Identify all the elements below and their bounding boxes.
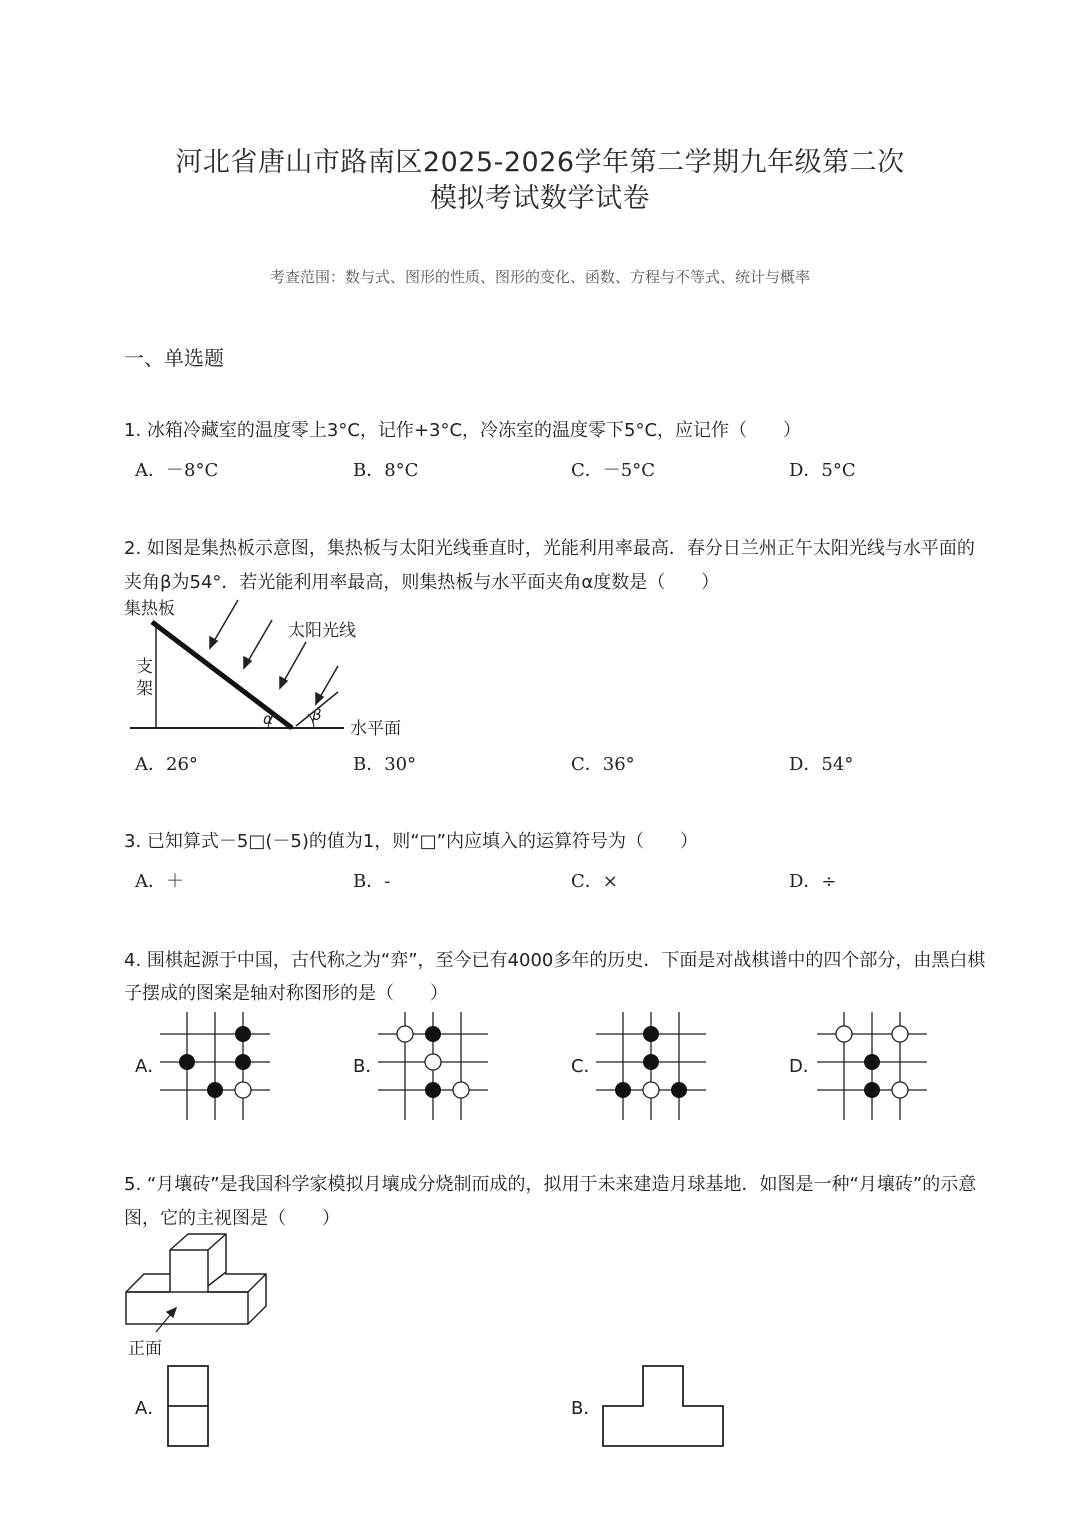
label-beta: β: [312, 706, 322, 724]
question-2-option-a[interactable]: A．26°: [135, 754, 198, 775]
question-2-stem-line-2: 夹角β为54°．若光能利用率最高，则集热板与水平面夹角α度数是（ ）: [124, 572, 720, 593]
option-a-view: [166, 1364, 210, 1448]
question-3-option-d[interactable]: D．÷: [789, 871, 837, 892]
label-sunlight: 太阳光线: [288, 621, 356, 641]
white-stone: [235, 1082, 251, 1098]
question-1-option-b[interactable]: B．8°C: [353, 460, 419, 481]
question-4-stem-line-1: 4. 围棋起源于中国，古代称之为“弈”，至今已有4000多年的历史．下面是对战棋谱中的四个部分，由黑白棋: [124, 950, 986, 971]
label-front: 正面: [128, 1339, 162, 1359]
white-stone: [892, 1026, 908, 1042]
white-stone: [397, 1026, 413, 1042]
question-2-option-c[interactable]: C．36°: [571, 754, 635, 775]
white-stone: [453, 1082, 469, 1098]
white-stone: [836, 1026, 852, 1042]
go-board-a: [160, 1012, 270, 1120]
section-heading: 一、单选题: [124, 346, 224, 370]
question-2-option-b[interactable]: B．30°: [353, 754, 417, 775]
question-2-stem-line-1: 2. 如图是集热板示意图，集热板与太阳光线垂直时，光能利用率最高．春分日兰州正午太阳光线与水平面的: [124, 538, 975, 559]
question-1-option-d[interactable]: D．5°C: [789, 460, 856, 481]
question-5-stem-line-1: 5. “月壤砖”是我国科学家模拟月壤成分烧制而成的，拟用于未来建造月球基地．如图是一种“月壤砖”的示意: [124, 1174, 977, 1195]
question-1-option-c[interactable]: C．－5°C: [571, 460, 655, 481]
black-stone: [179, 1054, 195, 1070]
black-stone: [643, 1026, 659, 1042]
question-1-option-a[interactable]: A．－8°C: [135, 460, 219, 481]
option-b-view: [601, 1364, 725, 1448]
question-4-option-c[interactable]: C．: [571, 1056, 602, 1077]
question-4-stem-line-2: 子摆成的图案是轴对称图形的是（ ）: [124, 983, 448, 1004]
front-arrow: [156, 1308, 176, 1332]
question-5-option-b[interactable]: B．: [571, 1398, 602, 1419]
black-stone: [207, 1082, 223, 1098]
label-alpha: α: [263, 710, 273, 728]
question-2-option-d[interactable]: D．54°: [789, 754, 854, 775]
black-stone: [425, 1082, 441, 1098]
question-3-option-c[interactable]: C．×: [571, 871, 618, 892]
go-board-b: [378, 1012, 488, 1120]
black-stone: [615, 1082, 631, 1098]
black-stone: [864, 1082, 880, 1098]
question-4-option-b[interactable]: B．: [353, 1056, 384, 1077]
black-stone: [643, 1054, 659, 1070]
go-board-c: [596, 1012, 706, 1120]
black-stone: [864, 1054, 880, 1070]
question-3-stem: 3. 已知算式－5□(－5)的值为1，则“□”内应填入的运算符号为（ ）: [124, 831, 698, 852]
question-5-option-a[interactable]: A．: [135, 1398, 166, 1419]
solar-panel-figure: [120, 592, 420, 742]
question-5-stem-line-2: 图，它的主视图是（ ）: [124, 1208, 340, 1229]
black-stone: [671, 1082, 687, 1098]
white-stone: [425, 1054, 441, 1070]
exam-scope: 考查范围：数与式、图形的性质、图形的变化、函数、方程与不等式、统计与概率: [269, 268, 810, 286]
go-board-d: [817, 1012, 927, 1120]
label-support-1: 支: [136, 657, 153, 677]
black-stone: [235, 1054, 251, 1070]
question-3-option-b[interactable]: B．-: [353, 871, 391, 892]
white-stone: [892, 1082, 908, 1098]
title-line-2: 模拟考试数学试卷: [430, 183, 650, 214]
label-solar-panel: 集热板: [124, 599, 175, 619]
question-1-stem: 1. 冰箱冷藏室的温度零上3°C，记作+3°C，冷冻室的温度零下5°C，应记作（ ）: [124, 420, 802, 441]
black-stone: [235, 1026, 251, 1042]
question-4-option-d[interactable]: D．: [789, 1056, 821, 1077]
label-ground: 水平面: [350, 719, 401, 739]
moon-brick-figure: [120, 1228, 280, 1360]
title-line-1: 河北省唐山市路南区2025-2026学年第二学期九年级第二次: [175, 147, 905, 178]
white-stone: [643, 1082, 659, 1098]
question-3-option-a[interactable]: A．＋: [135, 871, 184, 892]
label-support-2: 架: [136, 679, 153, 699]
question-4-option-a[interactable]: A．: [135, 1056, 166, 1077]
black-stone: [425, 1026, 441, 1042]
